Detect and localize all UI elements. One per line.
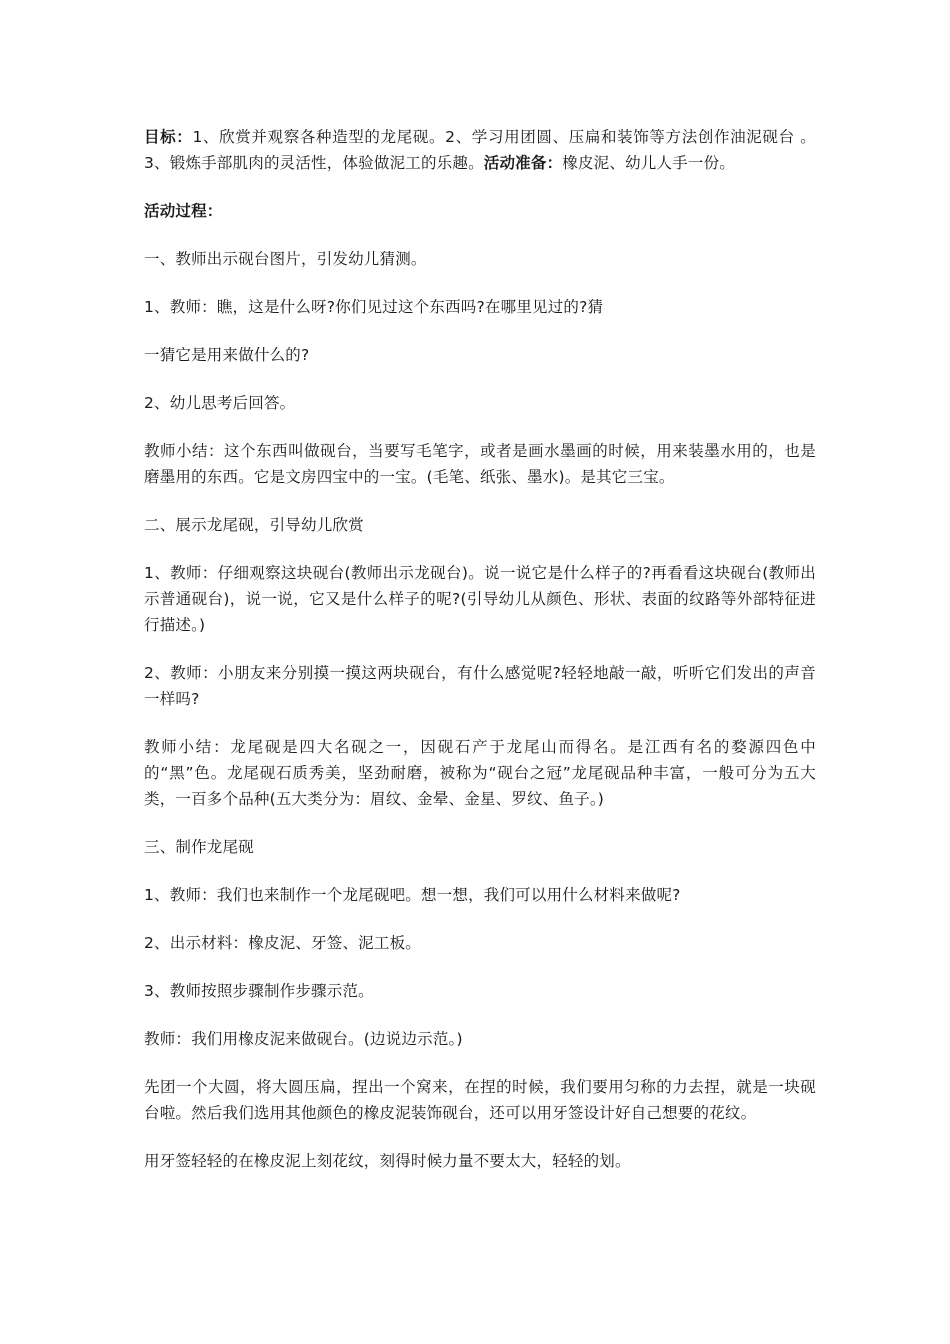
paragraph: 2、出示材料：橡皮泥、牙签、泥工板。	[144, 934, 421, 952]
paragraph: 教师：我们用橡皮泥来做砚台。(边说边示范。)	[144, 1030, 463, 1048]
section-heading-1: 一、教师出示砚台图片，引发幼儿猜测。	[144, 250, 427, 268]
paragraph: 1、教师：仔细观察这块砚台(教师出示龙砚台)。说一说它是什么样子的?再看看这块砚台(教师出示普通砚台)，说一说，它又是什么样子的呢?(引导幼儿从颜色、形状、表面的纹路等外部特征进行描述。)	[144, 564, 816, 634]
prep-text: 橡皮泥、幼儿人手一份。	[562, 154, 735, 172]
goal-label: 目标：	[144, 128, 193, 146]
document-body	[144, 124, 816, 1196]
paragraph: 1、教师：瞧，这是什么呀?你们见过这个东西吗?在哪里见过的?猜	[144, 298, 604, 316]
paragraph: 2、教师：小朋友来分别摸一摸这两块砚台，有什么感觉呢?轻轻地敲一敲，听听它们发出的声音一样吗?	[144, 664, 816, 708]
goal-text: 1、欣赏并观察各种造型的龙尾砚。2、学习用团圆、压扁和装饰等方法创作油泥砚台 。3、锻炼手部肌肉的灵活性，体验做泥工的乐趣。	[144, 128, 817, 172]
paragraph: 2、幼儿思考后回答。	[144, 394, 296, 412]
section-heading-2: 二、展示龙尾砚，引导幼儿欣赏	[144, 516, 364, 534]
process-heading: 活动过程：	[144, 202, 223, 220]
section-heading-3: 三、制作龙尾砚	[144, 838, 254, 856]
teacher-summary-1: 教师小结：这个东西叫做砚台，当要写毛笔字，或者是画水墨画的时候，用来装墨水用的，也是磨墨用的东西。它是文房四宝中的一宝。(毛笔、纸张、墨水)。是其它三宝。	[144, 442, 816, 486]
paragraph: 1、教师：我们也来制作一个龙尾砚吧。想一想，我们可以用什么材料来做呢?	[144, 886, 681, 904]
prep-label: 活动准备：	[483, 154, 563, 172]
paragraph: 3、教师按照步骤制作步骤示范。	[144, 982, 374, 1000]
paragraph: 先团一个大圆，将大圆压扁，捏出一个窝来，在捏的时候，我们要用匀称的力去捏，就是一块砚台啦。然后我们选用其他颜色的橡皮泥装饰砚台，还可以用牙签设计好自己想要的花纹。	[144, 1078, 816, 1122]
goal-paragraph	[144, 124, 816, 176]
paragraph: 一猜它是用来做什么的?	[144, 346, 310, 364]
paragraph: 用牙签轻轻的在橡皮泥上刻花纹，刻得时候力量不要太大，轻轻的划。	[144, 1152, 631, 1170]
teacher-summary-2: 教师小结：龙尾砚是四大名砚之一，因砚石产于龙尾山而得名。是江西有名的婺源四色中的“黑”色。龙尾砚石质秀美，坚劲耐磨，被称为“砚台之冠”龙尾砚品种丰富，一般可分为五大类，一百多个品种(五大类分为：眉纹、金晕、金星、罗纹、鱼子。)	[144, 738, 816, 808]
